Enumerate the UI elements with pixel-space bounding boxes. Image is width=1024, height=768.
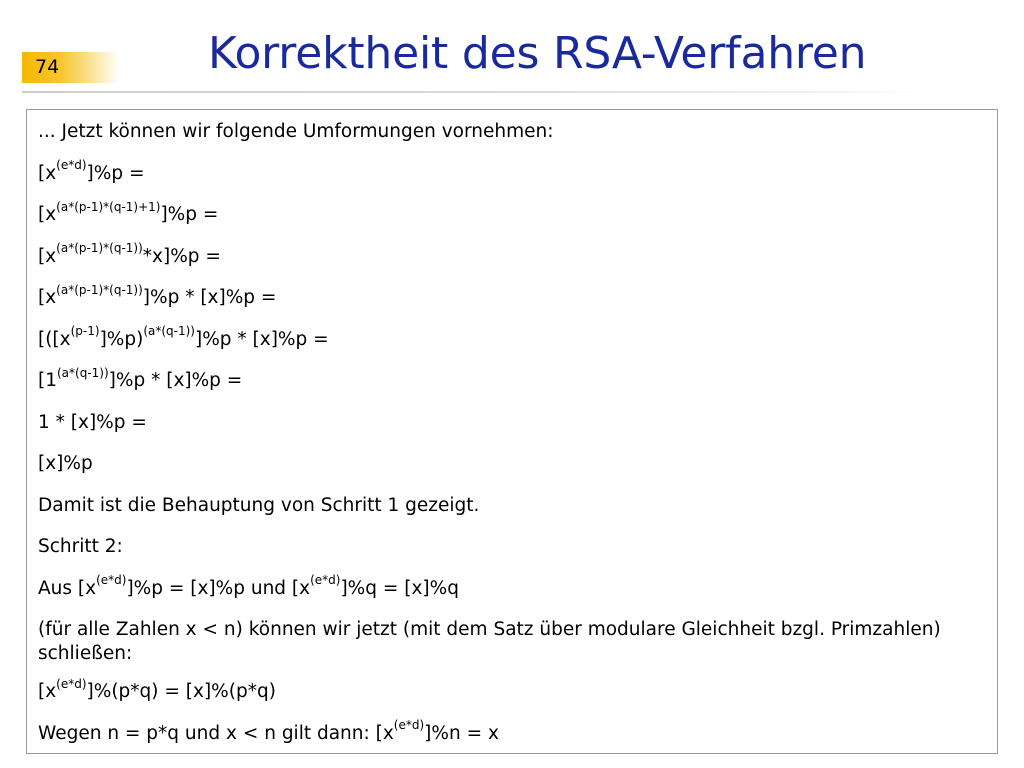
final-pre: Wegen n = p*q und x < n gilt dann: [x: [38, 722, 394, 744]
slide-number-badge: [22, 52, 120, 83]
slide-number: 74: [35, 56, 60, 78]
title-divider: [22, 91, 930, 93]
formula-exponent: (a*(p-1)*(q-1)): [56, 241, 143, 256]
formula-tail: ]%p * [x]%p =: [108, 370, 243, 391]
formula-line-7: 1 * [x]%p =: [38, 411, 147, 433]
formula-tail: ]%p * [x]%p =: [195, 328, 329, 350]
formula-line-8: [x]%p: [38, 453, 93, 474]
conclusion-line: Damit ist die Behauptung von Schritt 1 gezeigt.: [38, 494, 480, 516]
formula-exponent: (e*d): [393, 718, 425, 733]
final-tail: ]%n = x: [424, 722, 499, 744]
formula-base: [x: [38, 245, 57, 267]
formula-base: [x: [38, 204, 57, 225]
formula-base: [1: [38, 370, 57, 391]
formula-tail: ]%p =: [86, 162, 145, 184]
step-2-heading: Schritt 2:: [38, 536, 123, 557]
premise-mid: ]%p = [x]%p und [x: [126, 577, 311, 599]
formula-line-6: [38, 365, 986, 393]
formula-line-2: [38, 199, 986, 227]
formula-base: [x: [38, 681, 57, 702]
formula-mid: ]%p): [99, 328, 144, 350]
premise-tail: ]%q = [x]%q: [340, 577, 459, 599]
formula-exponent: (e*d): [310, 573, 341, 588]
explanation-paragraph: (für alle Zahlen x < n) können wir jetzt (mit dem Satz über modulare Gleichheit bzgl. Primzahlen) schließen:: [38, 619, 941, 664]
result-line: [38, 676, 986, 704]
intro-line: ... Jetzt können wir folgende Umformungen vornehmen:: [38, 121, 554, 142]
formula-line-5: [38, 324, 986, 352]
content-box: [26, 109, 998, 754]
formula-tail: *x]%p =: [142, 245, 221, 267]
formula-base: [x: [38, 162, 57, 184]
formula-tail: ]%p =: [160, 204, 219, 225]
formula-tail: ]%(p*q) = [x]%(p*q): [86, 681, 276, 702]
formula-base: [x: [38, 287, 57, 308]
formula-base: [([x: [38, 328, 71, 350]
formula-exponent: (a*(p-1)*(q-1)): [56, 282, 143, 297]
formula-exponent: (a*(p-1)*(q-1)+1): [56, 199, 161, 214]
premise-line: [38, 573, 986, 601]
final-line: [38, 718, 986, 746]
premise-pre: Aus [x: [38, 577, 97, 599]
formula-exponent: (a*(q-1)): [57, 365, 109, 380]
formula-exponent: (e*d): [96, 573, 127, 588]
formula-line-4: [38, 282, 986, 310]
formula-exponent: (p-1): [70, 324, 100, 339]
formula-exponent: (e*d): [56, 676, 87, 691]
formula-line-1: [38, 158, 986, 186]
formula-line-3: [38, 241, 986, 269]
formula-tail: ]%p * [x]%p =: [142, 287, 277, 308]
formula-exponent: (a*(q-1)): [143, 324, 195, 339]
formula-exponent: (e*d): [56, 158, 87, 173]
slide-title: Korrektheit des RSA-Verfahren: [208, 28, 867, 79]
